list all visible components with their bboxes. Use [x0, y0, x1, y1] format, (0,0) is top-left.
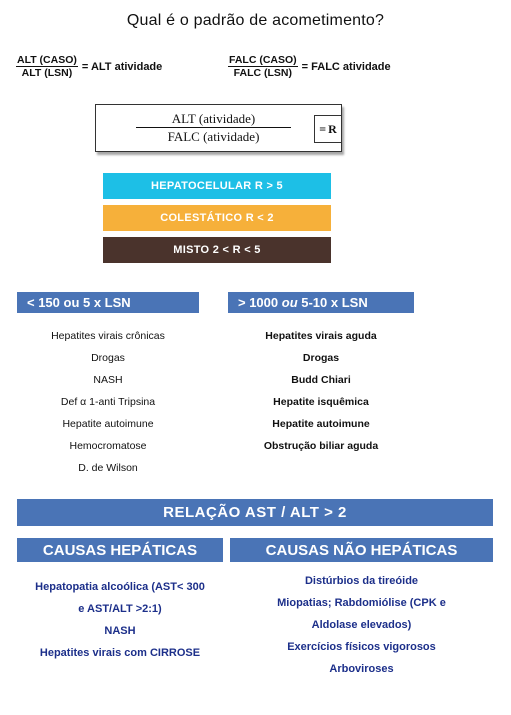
nonhepatic-cause-item: Exercícios físicos vigorosos	[287, 641, 436, 653]
left-list-item: D. de Wilson	[78, 462, 138, 474]
right-list-item: Hepatite autoimune	[272, 418, 370, 430]
alt-result: = ALT atividade	[81, 60, 163, 73]
ratio-equals: =	[319, 121, 327, 136]
right-list-item: Budd Chiari	[291, 374, 351, 386]
hepatic-causes-list	[17, 576, 223, 664]
alt-fraction	[16, 54, 78, 79]
left-group-header	[17, 292, 199, 313]
right-header-post: 5-10 x LSN	[297, 295, 368, 310]
ratio-denominator: FALC (atividade)	[167, 129, 260, 144]
left-list-item: Hepatites virais crônicas	[51, 330, 165, 342]
left-group-header-text: < 150 ou 5 x LSN	[27, 295, 131, 310]
hepatic-cause-item: Hepatites virais com CIRROSE	[39, 647, 201, 659]
right-list-item: Hepatite isquêmica	[273, 396, 369, 408]
right-group-list	[228, 325, 414, 457]
hepatic-cause-item: e AST/ALT >2:1)	[78, 603, 162, 615]
alt-numerator: ALT (CASO)	[17, 54, 77, 66]
left-list-item: Hemocromatose	[69, 440, 147, 452]
ratio-result-box	[314, 115, 342, 143]
alt-activity-formula	[16, 54, 162, 79]
right-header-pre: > 1000	[238, 295, 282, 310]
nonhepatic-causes-header-text: CAUSAS NÃO HEPÁTICAS	[265, 541, 458, 559]
ratio-r-label: R	[328, 121, 337, 136]
ratio-numerator: ALT (atividade)	[136, 110, 291, 128]
left-list-item: Drogas	[91, 352, 125, 364]
pattern-hepatocelular	[103, 173, 331, 199]
left-list-item: Hepatite autoimune	[62, 418, 154, 430]
pattern-misto-label: MISTO 2 < R < 5	[173, 244, 261, 256]
pattern-misto	[103, 237, 331, 263]
falc-fraction	[228, 54, 298, 79]
nonhepatic-cause-item: Aldolase elevados)	[311, 619, 412, 631]
falc-activity-formula	[228, 54, 391, 79]
pattern-hepatocelular-label: HEPATOCELULAR R > 5	[151, 180, 283, 192]
pattern-colestatico	[103, 205, 331, 231]
nonhepatic-causes-header	[230, 538, 493, 562]
hepatic-causes-header	[17, 538, 223, 562]
hepatic-cause-item: Hepatopatia alcoólica (AST< 300	[35, 581, 205, 593]
falc-denominator: FALC (LSN)	[233, 67, 292, 79]
ratio-fraction	[136, 110, 291, 145]
falc-numerator: FALC (CASO)	[229, 54, 297, 66]
nonhepatic-cause-item: Miopatias; Rabdomiólise (CPK e	[277, 597, 446, 609]
left-group-list	[17, 325, 199, 479]
ast-alt-header	[17, 499, 493, 526]
page-title: Qual é o padrão de acometimento?	[126, 12, 385, 29]
right-list-item: Drogas	[302, 352, 340, 364]
hepatic-causes-header-text: CAUSAS HEPÁTICAS	[42, 541, 198, 559]
falc-result: = FALC atividade	[301, 60, 391, 73]
ast-alt-header-text: RELAÇÃO AST / ALT > 2	[163, 504, 347, 521]
hepatic-cause-item: NASH	[104, 625, 136, 637]
ratio-box	[95, 104, 342, 152]
nonhepatic-cause-item: Arboviroses	[329, 663, 394, 675]
pattern-colestatico-label: COLESTÁTICO R < 2	[160, 212, 274, 224]
right-list-item: Hepatites virais aguda	[265, 330, 377, 342]
right-list-item: Obstrução biliar aguda	[263, 440, 379, 452]
left-list-item: NASH	[93, 374, 123, 386]
left-list-item: Def α 1-anti Tripsina	[60, 396, 156, 408]
alt-denominator: ALT (LSN)	[21, 67, 73, 79]
right-header-italic: ou	[281, 295, 298, 310]
right-group-header	[228, 292, 414, 313]
nonhepatic-causes-list	[230, 570, 493, 680]
nonhepatic-cause-item: Distúrbios da tireóide	[304, 575, 419, 587]
